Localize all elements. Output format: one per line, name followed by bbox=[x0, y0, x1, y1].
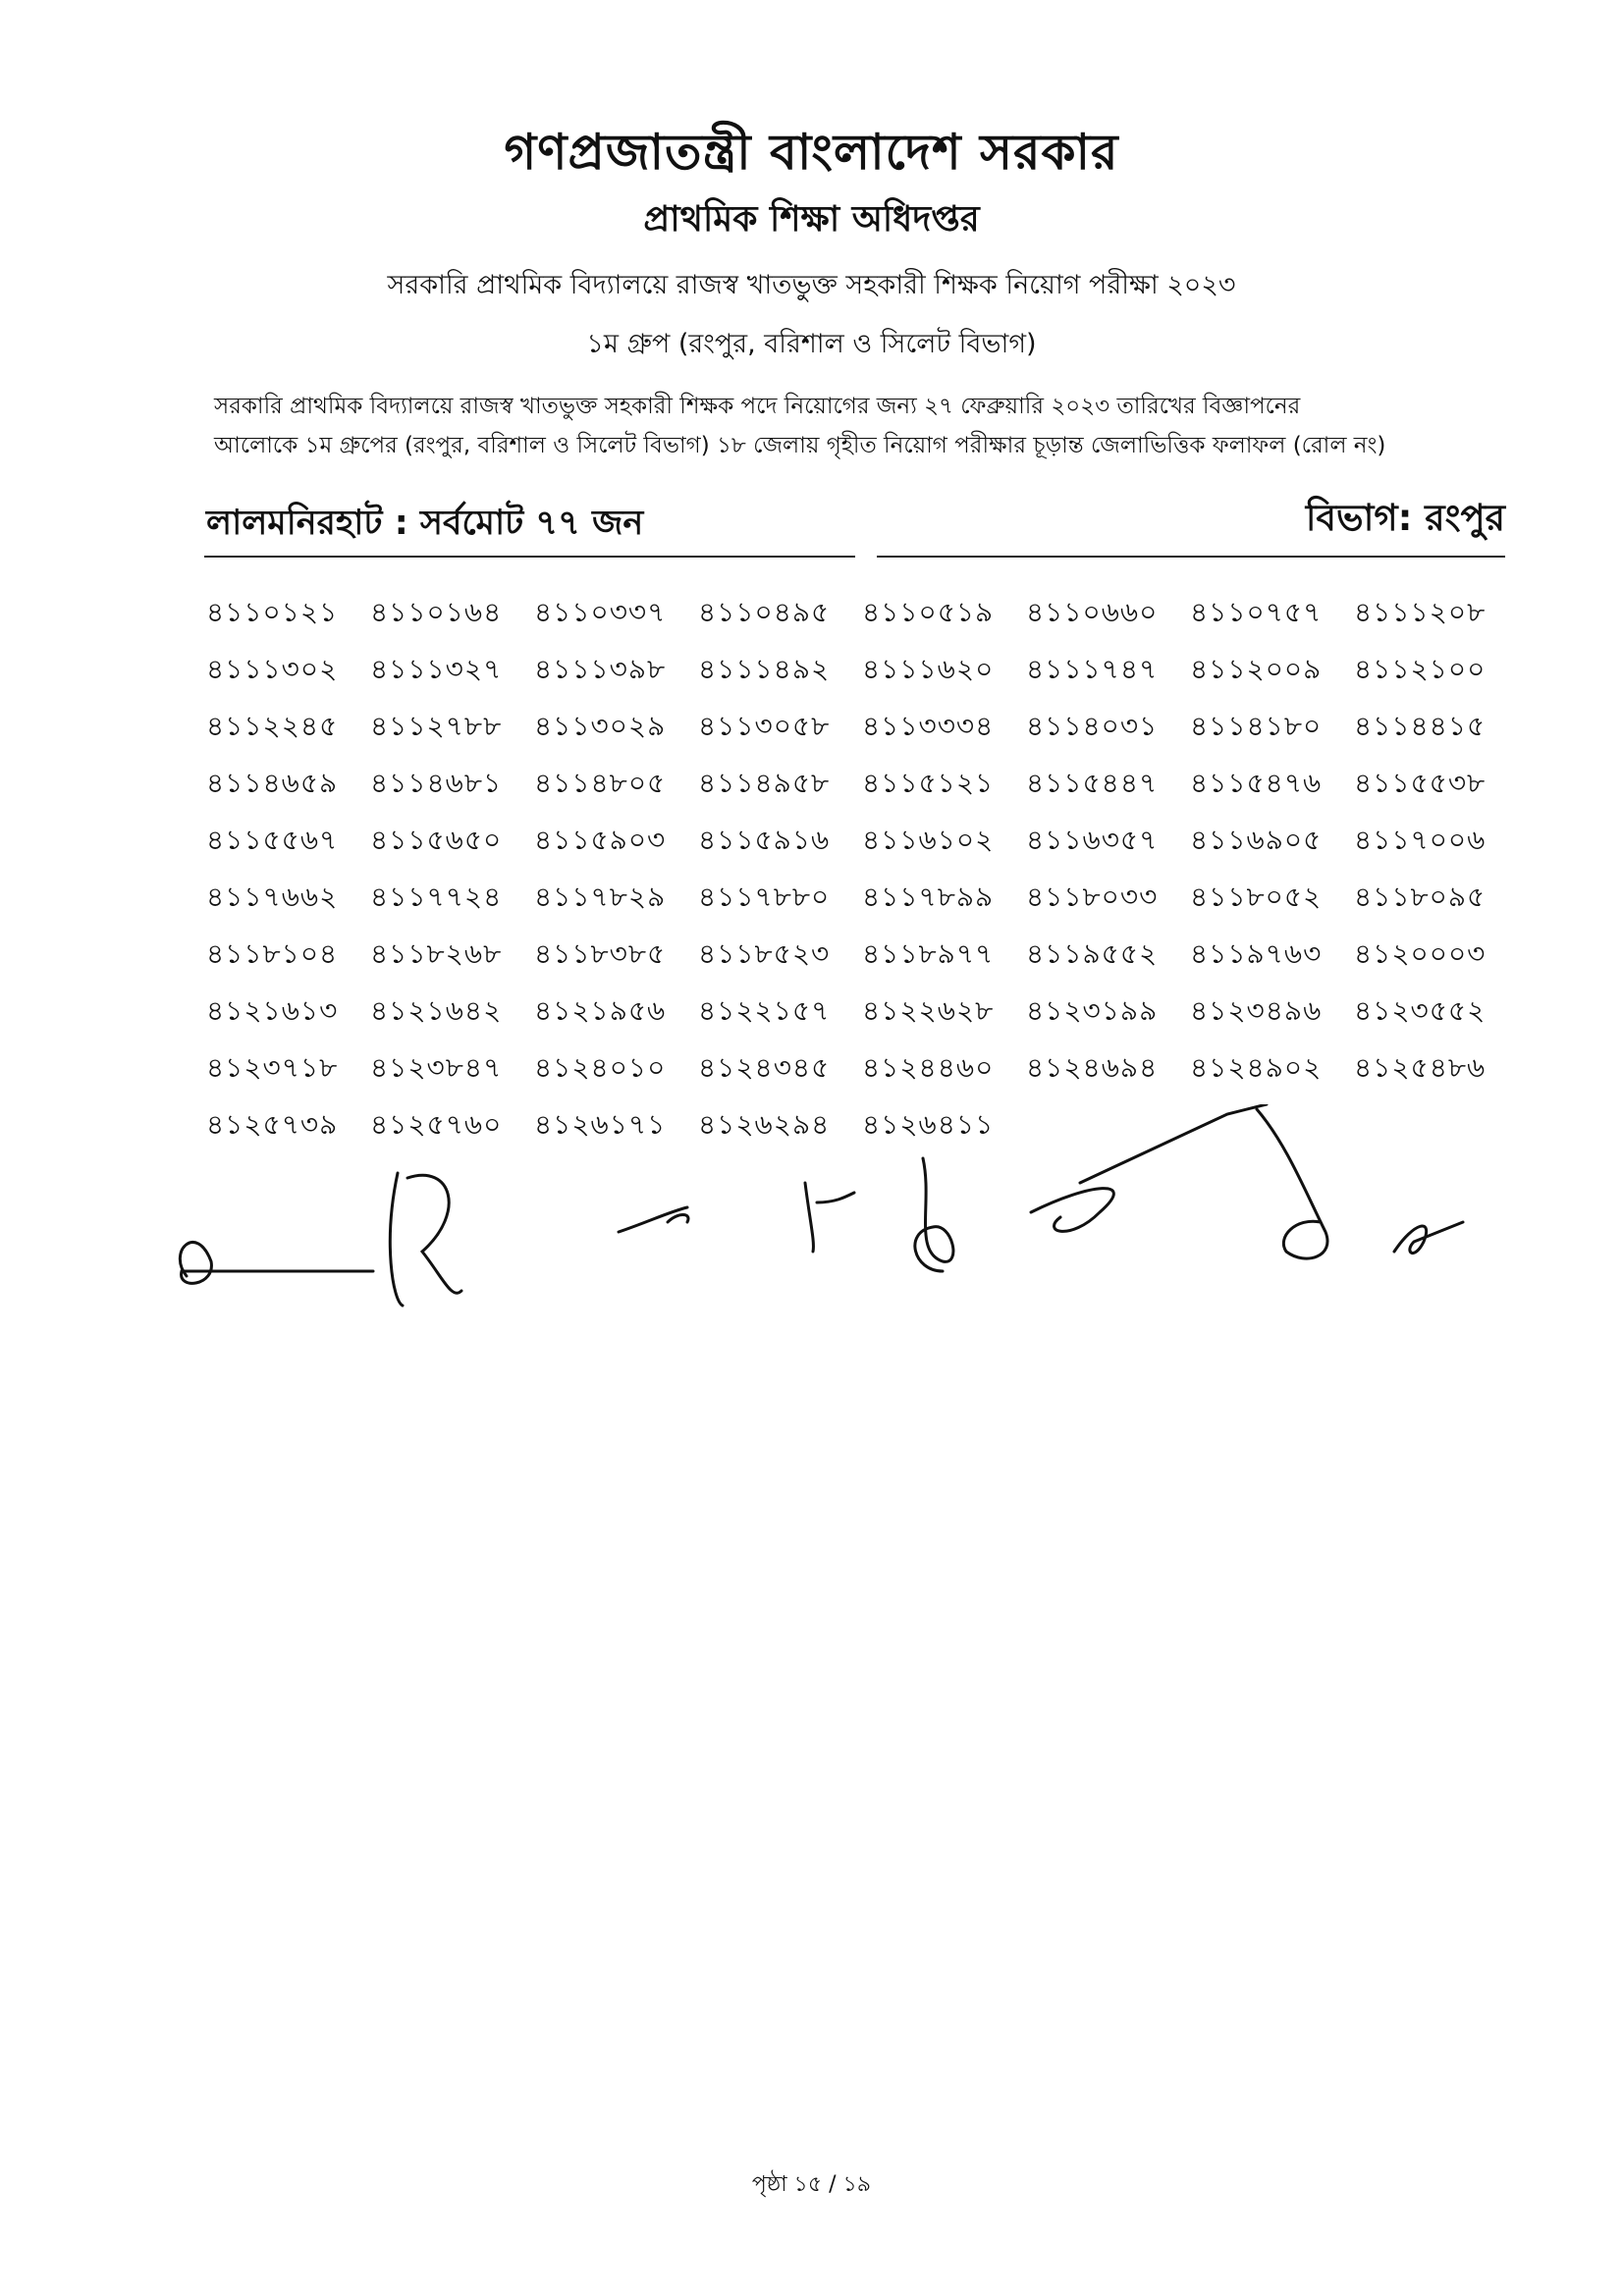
roll-number-grid bbox=[206, 591, 1522, 1160]
roll-number: ৪১২৪৪৬০ bbox=[862, 1051, 995, 1084]
signature-2 bbox=[390, 1173, 461, 1306]
roll-number: ৪১১৮৩৮৫ bbox=[534, 937, 667, 970]
roll-number: ৪১২০০০৩ bbox=[1354, 937, 1487, 970]
roll-number: ৪১১০১২১ bbox=[206, 596, 339, 628]
roll-number: ৪১১০৭৫৭ bbox=[1190, 596, 1323, 628]
roll-number: ৪১১৭০০৬ bbox=[1354, 824, 1487, 856]
roll-number: ৪১১৬৩৫৭ bbox=[1026, 824, 1159, 856]
roll-number: ৪১১৬১০২ bbox=[862, 824, 995, 856]
page-number: পৃষ্ঠা ১৫ / ১৯ bbox=[751, 2172, 872, 2197]
notice-paragraph bbox=[214, 387, 1490, 465]
roll-number: ৪১২৫৪৮৬ bbox=[1354, 1051, 1487, 1084]
roll-number: ৪১১২০০৯ bbox=[1190, 653, 1323, 685]
roll-number: ৪১২৫৭৬০ bbox=[370, 1108, 503, 1141]
signature-4 bbox=[805, 1183, 854, 1252]
roll-number: ৪১১৩০৫৮ bbox=[698, 710, 831, 742]
roll-number: ৪১১১৩২৭ bbox=[370, 653, 503, 685]
roll-number: ৪১১৪০৩১ bbox=[1026, 710, 1159, 742]
signatures bbox=[157, 1104, 1492, 1340]
roll-number: ৪১২৩৫৫২ bbox=[1354, 994, 1487, 1027]
signature-7 bbox=[1257, 1109, 1327, 1258]
roll-number: ৪১১১৭৪৭ bbox=[1026, 653, 1159, 685]
government-title: গণপ্রজাতন্ত্রী বাংলাদেশ সরকার bbox=[504, 124, 1119, 181]
roll-number: ৪১১৯৫৫২ bbox=[1026, 937, 1159, 970]
roll-number: ৪১১৪১৮০ bbox=[1190, 710, 1323, 742]
roll-number: ৪১২৩৪৯৬ bbox=[1190, 994, 1323, 1027]
signature-3 bbox=[619, 1207, 688, 1232]
roll-number: ৪১১৫৫৬৭ bbox=[206, 824, 339, 856]
roll-number: ৪১১৭৮৯৯ bbox=[862, 881, 995, 913]
roll-number: ৪১১৮৫২৩ bbox=[698, 937, 831, 970]
roll-number: ৪১১৮০৯৫ bbox=[1354, 881, 1487, 913]
divider-left bbox=[204, 556, 855, 558]
roll-number: ৪১১০৬৬০ bbox=[1026, 596, 1159, 628]
department-title: প্রাথমিক শিক্ষা অধিদপ্তর bbox=[643, 199, 980, 240]
exam-title: সরকারি প্রাথমিক বিদ্যালয়ে রাজস্ব খাতভুক্ত সহকারী শিক্ষক নিয়োগ পরীক্ষা ২০২৩ bbox=[387, 270, 1236, 300]
roll-number: ৪১২৪৬৯৪ bbox=[1026, 1051, 1159, 1084]
roll-number: ৪১১৪৬৫৯ bbox=[206, 767, 339, 799]
roll-number: ৪১২৬৪১১ bbox=[862, 1108, 995, 1141]
group-title: ১ম গ্রুপ (রংপুর, বরিশাল ও সিলেট বিভাগ) bbox=[586, 329, 1037, 359]
roll-number: ৪১১১২০৮ bbox=[1354, 596, 1487, 628]
roll-number: ৪১১১৩০২ bbox=[206, 653, 339, 685]
roll-number: ৪১১৪৬৮১ bbox=[370, 767, 503, 799]
roll-number: ৪১২২৬২৮ bbox=[862, 994, 995, 1027]
roll-number: ৪১১৭৮২৯ bbox=[534, 881, 667, 913]
roll-number: ৪১১৫৬৫০ bbox=[370, 824, 503, 856]
roll-number: ৪১২৬২৯৪ bbox=[698, 1108, 831, 1141]
roll-number: ৪১২৩৭১৮ bbox=[206, 1051, 339, 1084]
roll-number: ৪১১৮১০৪ bbox=[206, 937, 339, 970]
signature-1 bbox=[180, 1243, 373, 1284]
roll-number: ৪১১২১০০ bbox=[1354, 653, 1487, 685]
roll-number: ৪১১০১৬৪ bbox=[370, 596, 503, 628]
notice-line: আলোকে ১ম গ্রুপের (রংপুর, বরিশাল ও সিলেট বিভাগ) ১৮ জেলায় গৃহীত নিয়োগ পরীক্ষার চূড়ান্ত জেলাভিত্তিক ফলাফল (রোল নং) bbox=[214, 433, 1386, 458]
roll-number: ৪১১৪৮০৫ bbox=[534, 767, 667, 799]
roll-number: ৪১১৮০৫২ bbox=[1190, 881, 1323, 913]
roll-number: ৪১১৪৯৫৮ bbox=[698, 767, 831, 799]
roll-number: ৪১১৫৫৩৮ bbox=[1354, 767, 1487, 799]
roll-number: ৪১২১৬৪২ bbox=[370, 994, 503, 1027]
roll-number: ৪১১৮০৩৩ bbox=[1026, 881, 1159, 913]
notice-line: সরকারি প্রাথমিক বিদ্যালয়ে রাজস্ব খাতভুক্ত সহকারী শিক্ষক পদে নিয়োগের জন্য ২৭ ফেব্রুয়ারি ২০২৩ তারিখের বিজ্ঞাপনের bbox=[214, 394, 1301, 419]
roll-number: ৪১২৪৯০২ bbox=[1190, 1051, 1323, 1084]
roll-number: ৪১১৮২৬৮ bbox=[370, 937, 503, 970]
roll-number: ৪১১৭৬৬২ bbox=[206, 881, 339, 913]
roll-number: ৪১১৫১২১ bbox=[862, 767, 995, 799]
roll-number: ৪১১৭৮৮০ bbox=[698, 881, 831, 913]
roll-number: ৪১১৪৪১৫ bbox=[1354, 710, 1487, 742]
signature-5 bbox=[915, 1158, 953, 1271]
roll-number: ৪১২৪৩৪৫ bbox=[698, 1051, 831, 1084]
roll-number: ৪১২৩১৯৯ bbox=[1026, 994, 1159, 1027]
roll-number: ৪১২৩৮৪৭ bbox=[370, 1051, 503, 1084]
roll-number: ৪১১৫৯০৩ bbox=[534, 824, 667, 856]
roll-number: ৪১১৫৪৪৭ bbox=[1026, 767, 1159, 799]
roll-number: ৪১১৩০২৯ bbox=[534, 710, 667, 742]
divider-right bbox=[877, 556, 1505, 558]
roll-number: ৪১২৪০১০ bbox=[534, 1051, 667, 1084]
roll-number: ৪১১১৩৯৮ bbox=[534, 653, 667, 685]
roll-number: ৪১২৬১৭১ bbox=[534, 1108, 667, 1141]
roll-number: ৪১১০৫১৯ bbox=[862, 596, 995, 628]
district-heading: লালমনিরহাট : সর্বমোট ৭৭ জন bbox=[206, 504, 644, 543]
roll-number: ৪১১১৪৯২ bbox=[698, 653, 831, 685]
roll-number: ৪১১০৩৩৭ bbox=[534, 596, 667, 628]
roll-number: ৪১১০৪৯৫ bbox=[698, 596, 831, 628]
roll-number: ৪১১৩৩৩৪ bbox=[862, 710, 995, 742]
roll-number: ৪১২২১৫৭ bbox=[698, 994, 831, 1027]
roll-number: ৪১২১৯৫৬ bbox=[534, 994, 667, 1027]
signature-8 bbox=[1394, 1222, 1463, 1254]
roll-number: ৪১২৫৭৩৯ bbox=[206, 1108, 339, 1141]
signature-6 bbox=[1031, 1104, 1267, 1231]
roll-number: ৪১১৬৯০৫ bbox=[1190, 824, 1323, 856]
roll-number: ৪১১১৬২০ bbox=[862, 653, 995, 685]
roll-number: ৪১১৫৪৭৬ bbox=[1190, 767, 1323, 799]
roll-number: ৪১১৯৭৬৩ bbox=[1190, 937, 1323, 970]
roll-number: ৪১১৮৯৭৭ bbox=[862, 937, 995, 970]
roll-number: ৪১১২২৪৫ bbox=[206, 710, 339, 742]
roll-number: ৪১১২৭৮৮ bbox=[370, 710, 503, 742]
roll-number: ৪১২১৬১৩ bbox=[206, 994, 339, 1027]
roll-number: ৪১১৫৯১৬ bbox=[698, 824, 831, 856]
division-heading: বিভাগ: রংপুর bbox=[1305, 497, 1505, 539]
roll-number: ৪১১৭৭২৪ bbox=[370, 881, 503, 913]
